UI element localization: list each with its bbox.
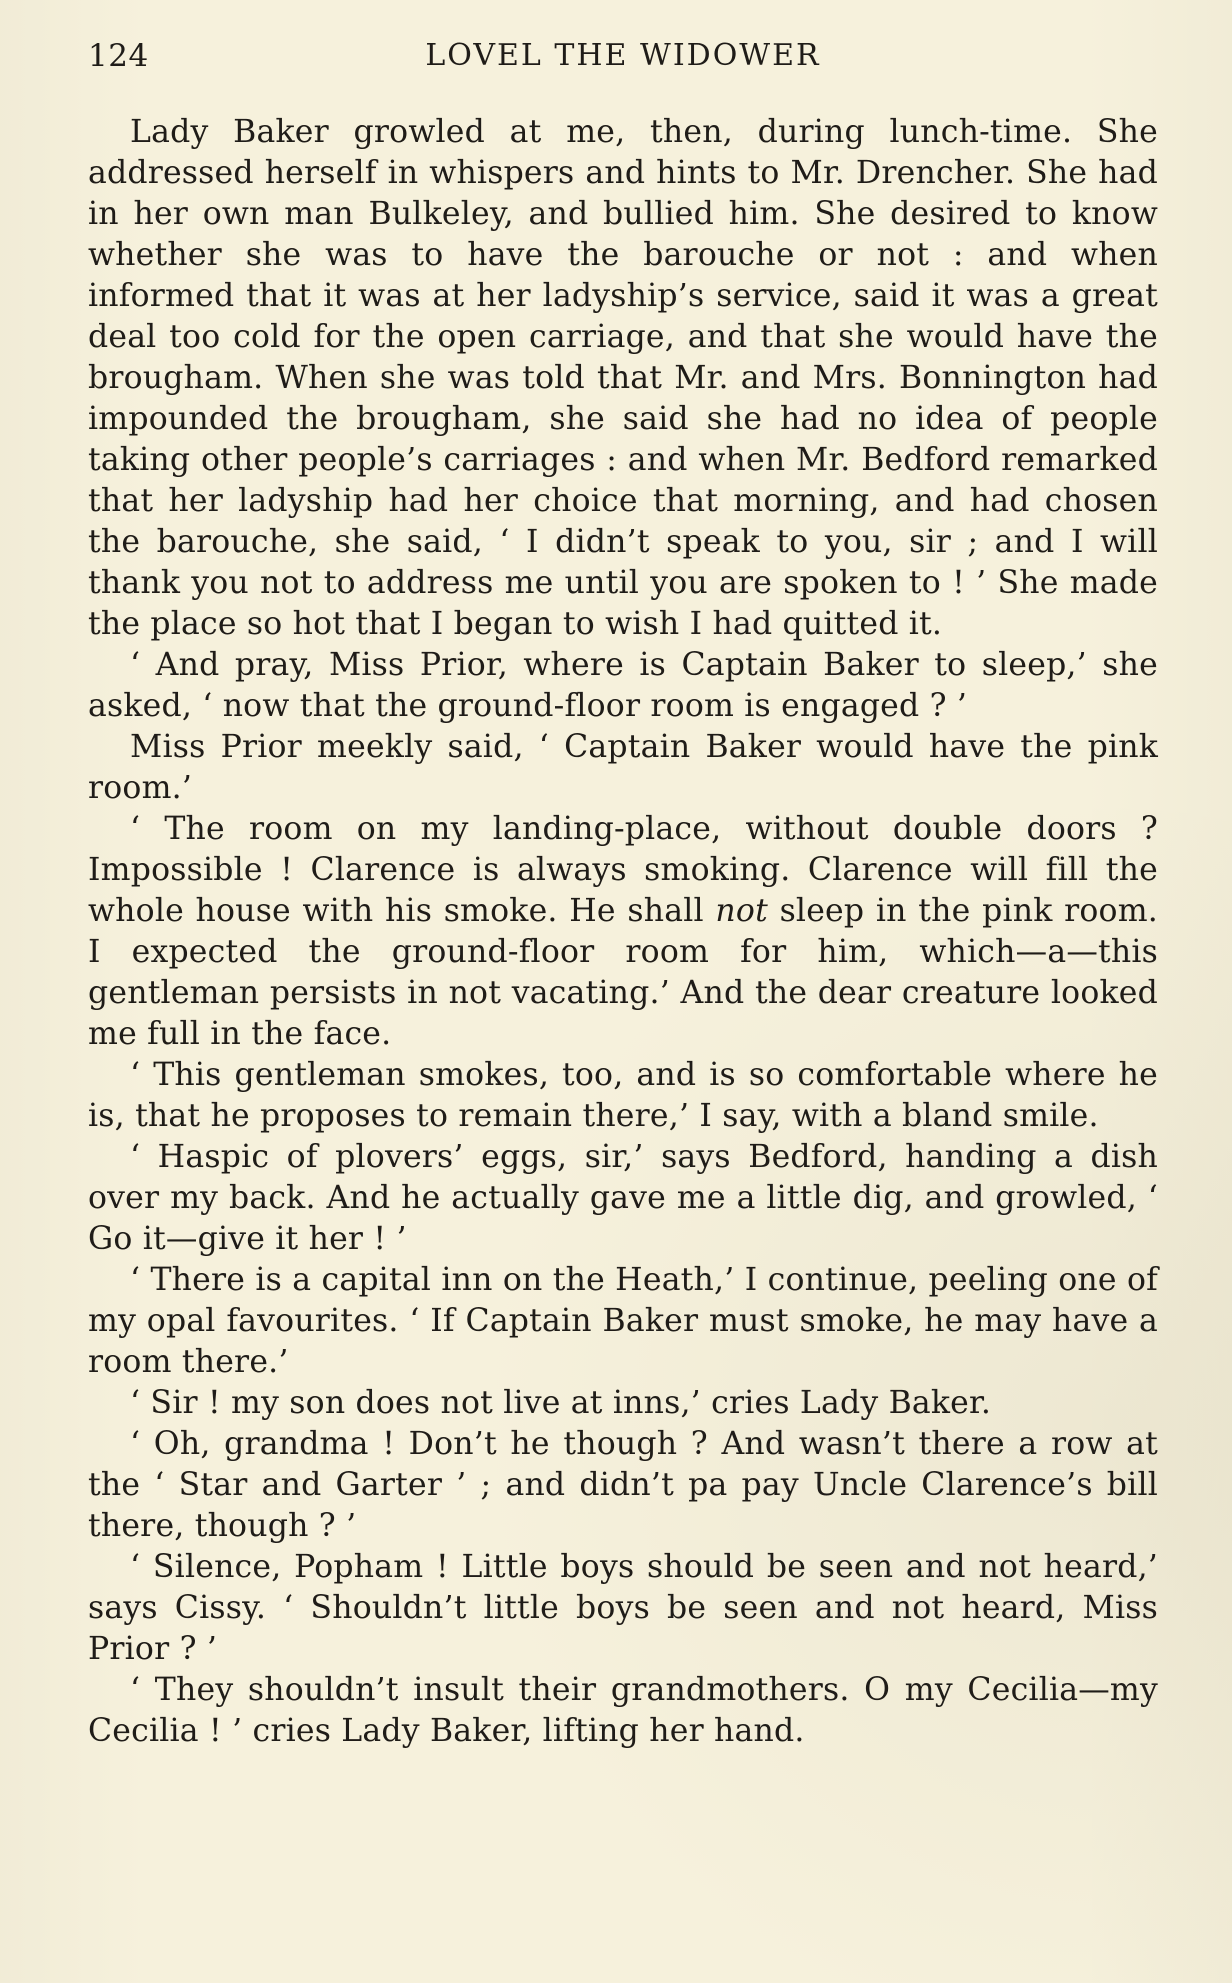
paragraph-4 [88,809,1158,1055]
paragraph-5: ‘ This gentleman smokes, too, and is so comfortable where he is, that he proposes to remain there,’ I say, with a bland smile. [88,1057,1158,1134]
paragraph-6: ‘ Haspic of plovers’ eggs, sir,’ says Bedford, handing a dish over my back. And he actually gave me a little dig, and growled, ‘ Go it—give it her ! ’ [88,1139,1158,1257]
paragraph-2: ‘ And pray, Miss Prior, where is Captain Baker to sleep,’ she asked, ‘ now that the ground-floor room is engaged ? ’ [88,647,1158,724]
paragraph-11: ‘ They shouldn’t insult their grandmothers. O my Cecilia—my Cecilia ! ’ cries Lady Baker, lifting her hand. [88,1672,1158,1749]
running-head [88,38,1158,88]
paragraph-7: ‘ There is a capital inn on the Heath,’ I continue, peeling one of my opal favourites. ‘ If Captain Baker must smoke, he may have a room there.’ [88,1262,1158,1380]
running-title: LOVEL THE WIDOWER [425,38,821,73]
paragraph-8: ‘ Sir ! my son does not live at inns,’ cries Lady Baker. [130,1385,992,1421]
paragraph-4-after: sleep in the pink room. I expected the ground-floor room for him, which—a—this gentleman persists in not vacating.’ And the dear creature looked me full in the face. [88,893,1158,1052]
paragraph-3: Miss Prior meekly said, ‘ Captain Baker would have the pink room.’ [88,729,1158,806]
paragraph-4-emphasis: not [715,893,768,929]
paragraph-10: ‘ Silence, Popham ! Little boys should be seen and not heard,’ says Cissy. ‘ Shouldn’t little boys be seen and not heard, Miss Prior ? ’ [88,1549,1158,1667]
paragraph-4-before: ‘ The room on my landing-place, without double doors ? Impossible ! Clarence is always smoking. Clarence will fill the whole house with his smoke. He shall [88,811,1158,929]
page-number: 124 [88,38,149,74]
paragraph-1: Lady Baker growled at me, then, during lunch-time. She addressed herself in whispers and hints to Mr. Drencher. She had in her own man Bulkeley, and bullied him. She desired to know whether she was to have the barouche or not : and when informed that it was at her ladyship’s service, said it was a great deal too cold for the open carriage, and that she would have the brougham. When she was told that Mr. and Mrs. Bonnington had impounded the brougham, she said she had no idea of people taking other people’s carriages : and when Mr. Bedford remarked that her ladyship had her choice that morning, and had chosen the barouche, she said, ‘ I didn’t speak to you, sir ; and I will thank you not to address me until you are spoken to ! ’ She made the place so hot that I began to wish I had quitted it. [88,114,1158,642]
paragraph-9: ‘ Oh, grandma ! Don’t he though ? And wasn’t there a row at the ‘ Star and Garter ’ ; and didn’t pa pay Uncle Clarence’s bill there, though ? ’ [88,1426,1158,1544]
body-text [88,112,1158,1752]
